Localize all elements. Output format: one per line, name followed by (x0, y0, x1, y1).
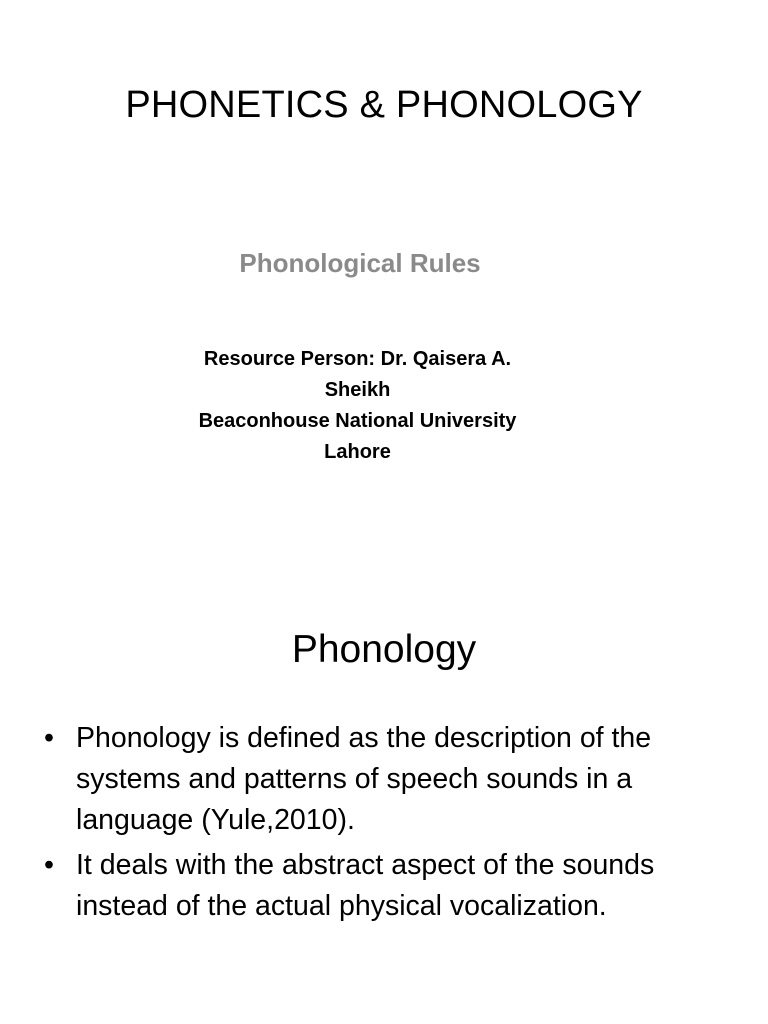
bullet-point-icon: • (44, 722, 54, 754)
resource-line: Beaconhouse National University (198, 410, 517, 432)
content-slide (0, 580, 768, 1024)
slide-subtitle: Phonological Rules (239, 248, 481, 278)
bullet-line: instead of the actual physical vocalization. (76, 890, 607, 922)
resource-line: Lahore (324, 441, 391, 463)
bullet-item (44, 718, 734, 841)
resource-line: Sheikh (324, 379, 391, 401)
bullet-item (44, 845, 734, 927)
section-title: Phonology (291, 628, 477, 671)
slide-title: PHONETICS & PHONOLOGY (125, 84, 643, 126)
bullet-line: language (Yule,2010). (76, 804, 355, 836)
bullet-list (44, 718, 734, 931)
bullet-line: It deals with the abstract aspect of the sounds (76, 849, 655, 881)
resource-line: Resource Person: Dr. Qaisera A. (203, 348, 512, 370)
resource-person-block (150, 344, 565, 468)
bullet-line: Phonology is defined as the description of the (76, 722, 652, 754)
bullet-line: systems and patterns of speech sounds in a (76, 763, 633, 795)
bullet-point-icon: • (44, 849, 54, 881)
